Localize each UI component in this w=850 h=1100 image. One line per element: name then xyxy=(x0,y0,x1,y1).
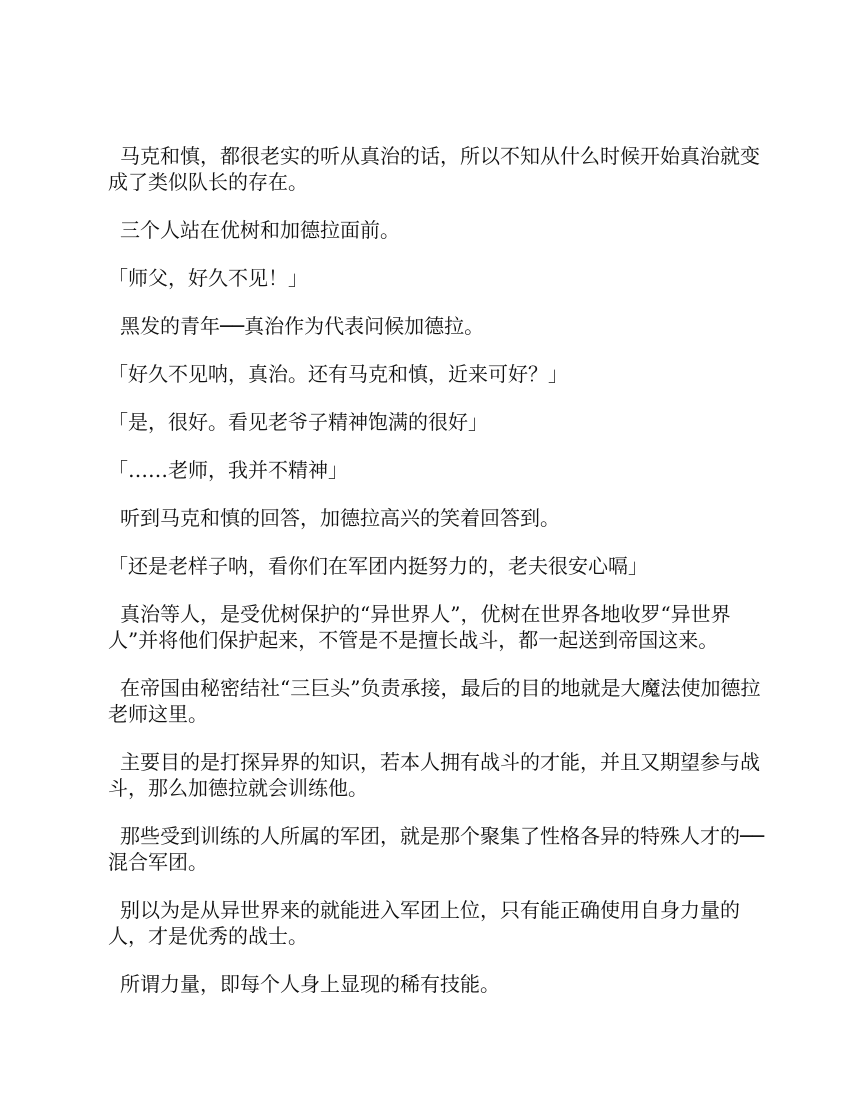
paragraph: 主要目的是打探异界的知识，若本人拥有战斗的才能，并且又期望参与战斗，那么加德拉就会训练他。 xyxy=(108,750,760,800)
dialogue-line: 「好久不见呐，真治。还有马克和慎，近来可好？」 xyxy=(108,362,568,386)
paragraph: 三个人站在优树和加德拉面前。 xyxy=(120,218,400,242)
paragraph: 黑发的青年──真治作为代表问候加德拉。 xyxy=(120,314,485,338)
paragraph: 所谓力量，即每个人身上显现的稀有技能。 xyxy=(120,972,500,996)
paragraph: 听到马克和慎的回答，加德拉高兴的笑着回答到。 xyxy=(120,506,560,530)
paragraph: 别以为是从异世界来的就能进入军团上位，只有能正确使用自身力量的人，才是优秀的战士。 xyxy=(108,898,740,948)
dialogue-line: 「还是老样子呐，看你们在军团内挺努力的，老夫很安心嗝」 xyxy=(108,554,648,578)
paragraph: 那些受到训练的人所属的军团，就是那个聚集了性格各异的特殊人才的──混合军团。 xyxy=(108,824,765,874)
paragraph: 马克和慎，都很老实的听从真治的话，所以不知从什么时候开始真治就变成了类似队长的存在。 xyxy=(108,144,760,194)
paragraph: 在帝国由秘密结社“三巨头”负责承接，最后的目的地就是大魔法使加德拉老师这里。 xyxy=(108,676,761,726)
dialogue-line: 「师父，好久不见！」 xyxy=(108,266,308,290)
dialogue-line: 「……老师，我并不精神」 xyxy=(108,458,348,482)
dialogue-line: 「是，很好。看见老爷子精神饱满的很好」 xyxy=(108,410,488,434)
paragraph: 真治等人，是受优树保护的“异世界人”，优树在世界各地收罗“异世界人”并将他们保护起来，不管是不是擅长战斗，都一起送到帝国这来。 xyxy=(108,602,731,652)
